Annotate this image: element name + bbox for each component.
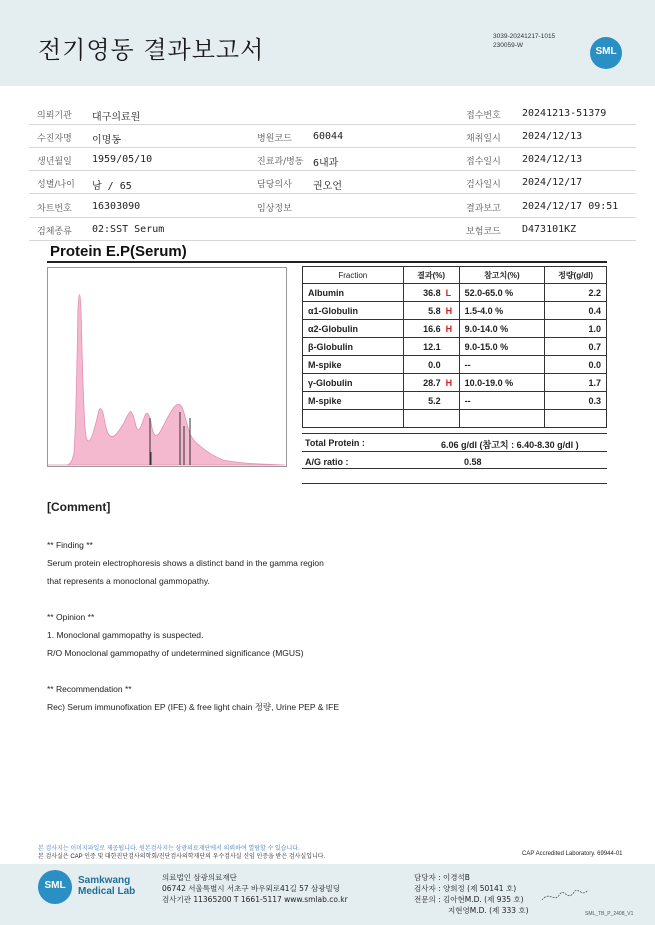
sml-logo: SML bbox=[590, 37, 622, 69]
electrophoresis-trace bbox=[47, 267, 287, 467]
fraction-name: α1-Globulin bbox=[303, 302, 404, 320]
fraction-name: Albumin bbox=[303, 284, 404, 302]
result-value: 36.8 bbox=[423, 287, 441, 298]
fraction-reference: -- bbox=[459, 392, 545, 410]
table-header-row bbox=[303, 267, 607, 284]
result-value: 5.2 bbox=[428, 395, 441, 406]
opinion-line-2: R/O Monoclonal gammopathy of undetermined significance (MGUS) bbox=[47, 648, 304, 658]
fraction-amount: 0.0 bbox=[545, 356, 607, 374]
opinion-line-1: 1. Monoclonal gammopathy is suspected. bbox=[47, 630, 204, 640]
test-date-value: 2024/12/17 bbox=[522, 177, 583, 188]
collection-date-label: 채취일시 bbox=[466, 134, 501, 144]
footer-sml-logo: SML bbox=[38, 870, 72, 904]
result-value: 0.0 bbox=[428, 359, 441, 370]
test-date-label: 검사일시 bbox=[466, 180, 501, 190]
opinion-title: ** Opinion ** bbox=[47, 612, 95, 622]
footer-staff: 담당자 : 이경석B 검사자 : 양희정 (제 50141 호) 전문의 : 김아현M.D. (제 935 호) 지현영M.D. (제 333 호) bbox=[414, 873, 529, 915]
fraction-name bbox=[303, 410, 404, 428]
total-protein-label: Total Protein : bbox=[305, 438, 365, 448]
reception-no-label: 접수번호 bbox=[466, 111, 501, 121]
fraction-table-body bbox=[303, 284, 607, 428]
fraction-name: γ-Globulin bbox=[303, 374, 404, 392]
table-row bbox=[303, 374, 607, 392]
fraction-amount: 0.4 bbox=[545, 302, 607, 320]
info-row-specimen bbox=[29, 218, 636, 241]
ag-ratio-line bbox=[302, 468, 607, 469]
doctor-label: 담당의사 bbox=[257, 180, 292, 190]
dept-label: 진료과/병동 bbox=[257, 157, 304, 167]
table-row bbox=[303, 392, 607, 410]
footer-note-certification: 본 검사실은 CAP 인증 및 대한진단검사의학회/진단검사의학재단의 우수검사실 신임 인증을 받은 검사실입니다. bbox=[38, 854, 326, 860]
info-row-institution bbox=[29, 102, 636, 125]
table-row bbox=[303, 356, 607, 374]
fraction-result bbox=[403, 320, 459, 338]
total-protein-reference: (참고치 : 6.40-8.30 g/dl ) bbox=[479, 440, 579, 450]
fraction-name: M-spike bbox=[303, 392, 404, 410]
name-value: 이명동 bbox=[92, 135, 121, 146]
info-row-chart bbox=[29, 195, 636, 218]
chart-no-label: 차트번호 bbox=[37, 204, 72, 214]
specimen-value: 02:SST Serum bbox=[92, 224, 165, 235]
fraction-result bbox=[403, 284, 459, 302]
header-reference: 참고치(%) bbox=[459, 267, 545, 284]
insurance-code-label: 보험코드 bbox=[466, 227, 501, 237]
fraction-result bbox=[403, 302, 459, 320]
report-title: 전기영동 결과보고서 bbox=[38, 36, 265, 64]
finding-line-2: that represents a monoclonal gammopathy. bbox=[47, 576, 210, 586]
result-flag: H bbox=[445, 323, 453, 334]
result-value: 12.1 bbox=[423, 341, 441, 352]
fraction-amount bbox=[545, 410, 607, 428]
total-protein-value: 6.06 g/dl (참고치 : 6.40-8.30 g/dl ) bbox=[441, 440, 579, 450]
fraction-amount: 0.7 bbox=[545, 338, 607, 356]
fraction-name: M-spike bbox=[303, 356, 404, 374]
comment-title: [Comment] bbox=[47, 500, 111, 514]
table-row bbox=[303, 302, 607, 320]
fraction-result bbox=[403, 410, 459, 428]
received-date-label: 접수일시 bbox=[466, 157, 501, 167]
finding-title: ** Finding ** bbox=[47, 540, 93, 550]
recommendation-title: ** Recommendation ** bbox=[47, 684, 132, 694]
cap-accreditation: CAP Accredited Laboratory. 69944-01 bbox=[522, 851, 623, 857]
finding-line-1: Serum protein electrophoresis shows a distinct band in the gamma region bbox=[47, 558, 324, 568]
sex-age-value: 남 / 65 bbox=[92, 181, 132, 192]
fraction-table bbox=[302, 266, 607, 428]
fraction-reference bbox=[459, 410, 545, 428]
info-row-name bbox=[29, 125, 636, 148]
reception-no-value: 20241213-51379 bbox=[522, 108, 607, 119]
info-row-birth bbox=[29, 148, 636, 171]
result-flag: L bbox=[445, 287, 452, 298]
ag-ratio-label: A/G ratio : bbox=[305, 457, 349, 467]
fraction-name: β-Globulin bbox=[303, 338, 404, 356]
chart-no-value: 16303090 bbox=[92, 201, 141, 212]
section-title: Protein E.P(Serum) bbox=[50, 243, 187, 260]
fraction-result bbox=[403, 392, 459, 410]
name-label: 수진자명 bbox=[37, 134, 72, 144]
header-result: 결과(%) bbox=[403, 267, 459, 284]
form-code: SML_TB_P_2408_V1 bbox=[585, 911, 634, 917]
specimen-label: 검체종류 bbox=[37, 227, 72, 237]
collection-date-value: 2024/12/13 bbox=[522, 131, 583, 142]
fraction-reference: 10.0-19.0 % bbox=[459, 374, 545, 392]
document-id: 3039-20241217-1015 230059-W bbox=[493, 33, 556, 49]
protein-curve bbox=[48, 295, 285, 466]
recommendation-line-1: Rec) Serum immunofixation EP (IFE) & free light chain 정량, Urine PEP & IFE bbox=[47, 702, 339, 712]
result-value: 5.8 bbox=[428, 305, 441, 316]
fraction-result bbox=[403, 338, 459, 356]
fraction-reference: 52.0-65.0 % bbox=[459, 284, 545, 302]
fraction-amount: 0.3 bbox=[545, 392, 607, 410]
doctor-value: 권오언 bbox=[313, 181, 342, 192]
footer-address: 의료법인 삼광의료재단 06742 서울특별시 서초구 바우뫼로41길 57 삼광빌딩 검사기관 11365200 T 1661-5117 www.smlab.co.kr bbox=[162, 873, 348, 904]
table-end-line bbox=[302, 483, 607, 484]
institution-label: 의뢰기관 bbox=[37, 111, 72, 121]
fraction-reference: -- bbox=[459, 356, 545, 374]
birth-label: 생년월일 bbox=[37, 157, 72, 167]
sex-age-label: 성별/나이 bbox=[37, 180, 75, 190]
fraction-amount: 2.2 bbox=[545, 284, 607, 302]
fraction-name: α2-Globulin bbox=[303, 320, 404, 338]
fraction-result bbox=[403, 356, 459, 374]
hospital-code-label: 병원코드 bbox=[257, 134, 292, 144]
report-date-value: 2024/12/17 09:51 bbox=[522, 201, 619, 212]
header-fraction: Fraction bbox=[303, 267, 404, 284]
electrophoresis-trace-svg bbox=[48, 268, 286, 466]
result-flag: H bbox=[445, 377, 453, 388]
institution-value: 대구의료원 bbox=[92, 112, 141, 123]
fraction-result bbox=[403, 374, 459, 392]
footer-org-name: Samkwang Medical Lab bbox=[78, 875, 136, 897]
table-row bbox=[303, 284, 607, 302]
fraction-amount: 1.0 bbox=[545, 320, 607, 338]
total-protein-bottom-line bbox=[302, 451, 607, 452]
clinical-info-label: 임상정보 bbox=[257, 204, 292, 214]
fraction-amount: 1.7 bbox=[545, 374, 607, 392]
header-amount: 정량(g/dl) bbox=[545, 267, 607, 284]
table-row bbox=[303, 338, 607, 356]
footer-note-image: 본 검사지는 이미지파일로 제공됩니다. 원본검사지는 삼광의료재단에서 의뢰하여 열람할 수 있습니다. bbox=[38, 846, 300, 852]
fraction-reference: 9.0-15.0 % bbox=[459, 338, 545, 356]
received-date-value: 2024/12/13 bbox=[522, 154, 583, 165]
result-flag: H bbox=[445, 305, 453, 316]
total-protein-top-line bbox=[302, 433, 607, 434]
signature-icon bbox=[540, 878, 590, 912]
dept-value: 6내과 bbox=[313, 158, 339, 169]
result-value: 28.7 bbox=[423, 377, 441, 388]
hospital-code-value: 60044 bbox=[313, 131, 344, 142]
table-row bbox=[303, 320, 607, 338]
info-row-sex-age bbox=[29, 171, 636, 194]
insurance-code-value: D473101KZ bbox=[522, 224, 577, 235]
fraction-reference: 9.0-14.0 % bbox=[459, 320, 545, 338]
birth-value: 1959/05/10 bbox=[92, 154, 153, 165]
section-underline bbox=[47, 261, 607, 263]
table-row bbox=[303, 410, 607, 428]
fraction-reference: 1.5-4.0 % bbox=[459, 302, 545, 320]
result-value: 16.6 bbox=[423, 323, 441, 334]
ag-ratio-value: 0.58 bbox=[464, 457, 482, 467]
report-date-label: 결과보고 bbox=[466, 204, 501, 214]
